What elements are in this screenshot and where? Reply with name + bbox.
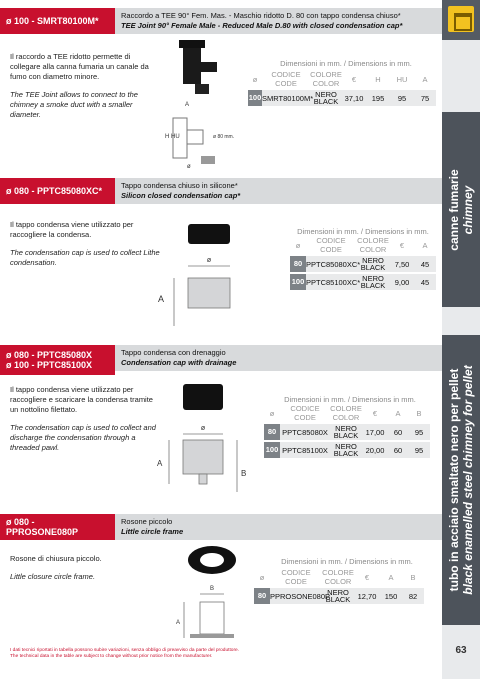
cell-code: PPTC85080X [282, 427, 328, 437]
cell-code: PPTC85100X [282, 445, 328, 455]
table-row [264, 424, 430, 440]
drain-cap-drawing [155, 380, 255, 500]
cell-hu: 95 [397, 93, 407, 103]
product-code: ø 080 - PPTC85080XC* [6, 186, 103, 196]
col-a: A [422, 240, 428, 250]
tee-branch [201, 62, 217, 72]
product-en: black enamelled steel chimney for pellet [461, 365, 475, 595]
cell-dia: 100 [290, 274, 306, 290]
description-it: Il tappo condensa viene utilizzato per raccogliere la condensa. [10, 220, 134, 239]
tee-joint-drawing [165, 38, 245, 168]
cap-section [183, 440, 223, 474]
drain-pawl [199, 474, 207, 484]
category-en: chimney [461, 185, 475, 234]
table-header [254, 568, 424, 586]
cell-price: 20,00 [365, 445, 385, 455]
col-hu: HU [396, 74, 408, 84]
cell-price: 9,00 [394, 277, 410, 287]
product-title-it: Raccordo a TEE 90° Fem. Mas. - Maschio ridotto D. 80 con tappo condensa chiuso* [121, 11, 401, 20]
footnote-it: I dati tecnici riportati in tabella possono subire variazioni, senza obbligo di preavviso da parte del produttore. [10, 648, 240, 653]
description-it: Rosone di chiusura piccolo. [10, 554, 102, 563]
col-a: A [422, 74, 428, 84]
product-title-box [115, 514, 442, 540]
col-code: CODICE CODE [316, 236, 346, 254]
category-band [442, 112, 480, 307]
product-band [442, 335, 480, 625]
cell-color: NERO BLACK [325, 588, 351, 604]
mbm-logo-icon [448, 6, 474, 32]
page-number: 63 [455, 645, 467, 656]
dim-label-b: B [209, 586, 215, 592]
dim-label-a: A [157, 459, 163, 468]
description-it: Il tappo condensa viene utilizzato per raccogliere e scaricare la condensa tramite un nottolino filettato. [10, 385, 153, 414]
cell-dia: 80 [290, 256, 306, 272]
dim-label-a: A [176, 620, 181, 626]
cell-color: NERO BLACK [360, 256, 386, 272]
cell-price: 12,70 [357, 591, 377, 601]
product-title-en: Silicon closed condensation cap* [121, 191, 241, 200]
product-code: ø 080 - PPROSONE080P [6, 517, 79, 537]
sidebar-header [442, 0, 480, 40]
col-price: € [364, 572, 370, 582]
section-header [0, 178, 442, 204]
col-code: CODICE CODE [281, 568, 311, 586]
col-a: A [395, 408, 401, 418]
section-header [0, 514, 442, 540]
cell-dia: 100 [264, 442, 280, 458]
cap-photo [188, 224, 230, 244]
product-description [10, 220, 160, 276]
table-row [290, 256, 436, 272]
table-header [264, 404, 430, 422]
cell-a: 45 [420, 277, 430, 287]
dim-label-dia: ø [187, 164, 191, 168]
product-code: ø 080 - PPTC85080X [6, 350, 93, 360]
cell-code: PPTC85100XC* [306, 277, 361, 287]
cell-a: 60 [393, 427, 403, 437]
product-code: ø 100 - PPTC85100X [6, 360, 93, 370]
cell-code: PPTC85080XC* [306, 259, 361, 269]
tee-cap-bottom [195, 84, 209, 94]
description-it: Il raccordo a TEE ridotto permette di collegare alla canna fumaria un canale da fumo con diametro minore. [10, 52, 149, 81]
cell-code: SMRT80100M* [262, 93, 314, 103]
frame-hole [200, 553, 224, 567]
col-code: CODICE CODE [271, 70, 301, 88]
dimensions-label: Dimensioni in mm. / Dimensions in mm. [281, 557, 413, 566]
dim-label-a: A [185, 102, 190, 108]
tee-section-branch [187, 130, 203, 144]
product-title-en: Little circle frame [121, 527, 184, 536]
cell-color: NERO BLACK [333, 424, 359, 440]
cell-color: NERO BLACK [360, 274, 386, 290]
table-row [248, 90, 436, 106]
col-color: COLORE COLOR [330, 404, 362, 422]
dimensions-label: Dimensioni in mm. / Dimensions in mm. [280, 59, 412, 68]
cell-b: 95 [414, 427, 424, 437]
cell-code: PPROSONE080P [270, 591, 331, 601]
dim-label-dia: ø [200, 425, 206, 432]
dimensions-label: Dimensioni in mm. / Dimensions in mm. [297, 227, 429, 236]
cell-b: 82 [408, 591, 418, 601]
table-row [290, 274, 436, 290]
cell-price: 7,50 [394, 259, 410, 269]
product-title-it: Rosone piccolo [121, 517, 173, 526]
dim-label-hu: HU [171, 134, 180, 140]
col-b: B [416, 408, 422, 418]
cell-color: NERO BLACK [313, 90, 339, 106]
col-color: COLORE COLOR [322, 568, 354, 586]
cell-color: NERO BLACK [333, 442, 359, 458]
table-row [254, 588, 424, 604]
dim-label-d80: ø 80 mm. [213, 134, 235, 140]
cell-h: 195 [371, 93, 385, 103]
col-color: COLORE COLOR [310, 70, 342, 88]
dim-label-dia: ø [206, 257, 212, 264]
description-en: The condensation cap is used to collect Lithe condensation. [10, 248, 160, 267]
col-price: € [372, 408, 378, 418]
product-title-it: Tappo condensa con drenaggio [121, 348, 226, 357]
product-title-en: Condensation cap with drainage [121, 358, 237, 367]
col-dia: ø [259, 572, 265, 582]
spec-table [290, 236, 436, 290]
product-title-en: TEE Joint 90° Female Male - Reduced Male D.80 with closed condensation cap* [121, 21, 403, 30]
description-en: Little closure circle frame. [10, 572, 96, 581]
product-title-box [115, 345, 442, 371]
product-it: tubo in acciaio smaltato nero per pellet [447, 368, 461, 592]
col-dia: ø [269, 408, 275, 418]
product-code-box [0, 345, 115, 375]
col-a: A [388, 572, 394, 582]
description-en: The TEE Joint allows to connect to the chimney a smoke duct with a smaller diameter. [10, 90, 138, 119]
frame-section [200, 602, 224, 634]
table-header [248, 70, 436, 88]
col-b: B [410, 572, 416, 582]
cell-price: 17,00 [365, 427, 385, 437]
product-description [10, 385, 160, 461]
dim-label-h: H [165, 134, 170, 140]
col-code: CODICE CODE [290, 404, 320, 422]
cell-dia: 100 [248, 90, 262, 106]
table-row [264, 442, 430, 458]
tee-cap-top [179, 40, 205, 48]
cell-dia: 80 [264, 424, 280, 440]
product-description [10, 554, 160, 590]
product-title-box [115, 8, 442, 34]
frame-flange [190, 634, 234, 638]
section-header [0, 345, 442, 371]
cap-photo [183, 384, 223, 410]
tee-body [183, 48, 201, 84]
cell-a: 75 [420, 93, 430, 103]
product-code-box [0, 178, 115, 204]
dim-label-a: A [158, 294, 165, 304]
tee-section-cap [201, 156, 215, 164]
footnote [10, 648, 430, 660]
col-price: € [351, 74, 357, 84]
sidebar [442, 0, 480, 679]
cell-a: 60 [393, 445, 403, 455]
cell-a: 45 [420, 259, 430, 269]
spec-table [264, 404, 430, 458]
dim-label-b: B [241, 469, 247, 478]
spec-table [248, 70, 436, 106]
category-it: canne fumarie [447, 168, 461, 251]
footnote-en: The technical data in the table are subject to change without prior notice from the manufacturer. [10, 654, 213, 659]
col-dia: ø [295, 240, 301, 250]
product-code-box [0, 8, 115, 34]
silicone-cap-drawing [150, 218, 250, 333]
spec-table [254, 568, 424, 604]
product-description [10, 52, 160, 128]
cell-price: 37,10 [344, 93, 364, 103]
description-en: The condensation cap is used to collect and discharge the condensation through a threaded pawl. [10, 423, 156, 452]
product-title-it: Tappo condensa chiuso in silicone* [121, 181, 238, 190]
cap-section [188, 278, 230, 308]
cell-dia: 80 [254, 588, 270, 604]
product-code: ø 100 - SMRT80100M* [6, 16, 99, 26]
cell-a: 150 [384, 591, 398, 601]
table-header [290, 236, 436, 254]
cell-b: 95 [414, 445, 424, 455]
col-dia: ø [252, 74, 258, 84]
circle-frame-drawing [170, 540, 250, 645]
col-price: € [399, 240, 405, 250]
product-code-box [0, 514, 115, 540]
section-header [0, 8, 442, 34]
product-title-box [115, 178, 442, 204]
dimensions-label: Dimensioni in mm. / Dimensions in mm. [284, 395, 416, 404]
col-h: H [375, 74, 381, 84]
col-color: COLORE COLOR [357, 236, 389, 254]
